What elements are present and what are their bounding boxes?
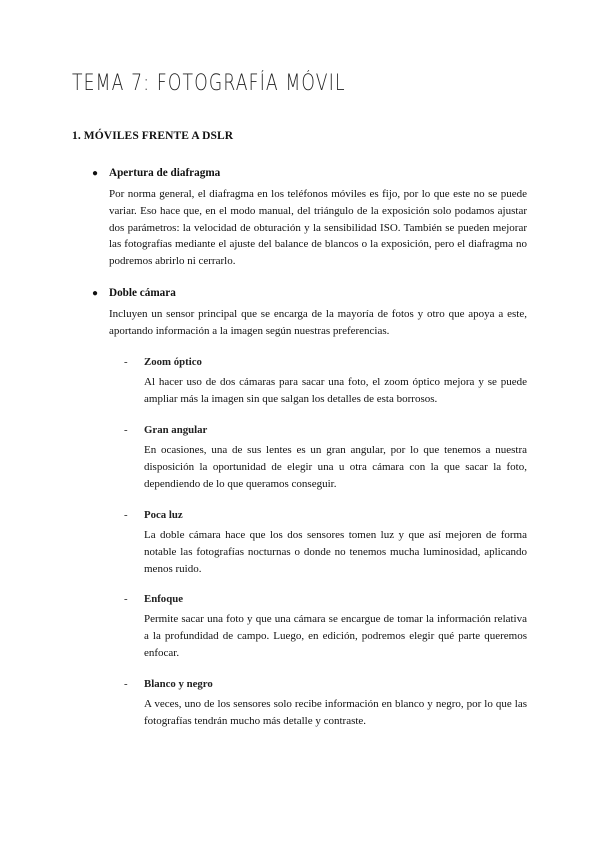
bullet-marker: ●: [92, 288, 99, 299]
subitem-paragraph-poca-luz: La doble cámara hace que los dos sensores tomen luz y que así mejoren de forma notable las fotografías nocturnas o donde no tenemos mucha luminosidad, aplicando menos ruido.: [144, 529, 527, 575]
subitem-heading-label: Gran angular: [144, 424, 208, 436]
section-heading: 1. MÓVILES FRENTE A DSLR: [72, 130, 234, 142]
dash-marker: -: [124, 509, 128, 521]
subitem-paragraph-zoom-optico: Al hacer uso de dos cámaras para sacar una foto, el zoom óptico mejora y se puede ampliar más la imagen sin que salgan los detalles de esta borrosos.: [144, 376, 527, 405]
bullet-paragraph-apertura: Por norma general, el diafragma en los teléfonos móviles es fijo, por lo que este no se puede variar. Eso hace que, en el modo manual, del triángulo de la exposición solo podamos ajustar dos parámetros: la velocidad de obturación y la sensibilidad ISO. También se pueden mejorar las fotografías mediante el ajuste del balance de blancos o la exposición, pero el diafragma no podremos abrirlo ni cerrarlo.: [109, 188, 527, 268]
subitem-heading-label: Blanco y negro: [144, 678, 213, 690]
subitem-heading-zoom-optico: [124, 354, 202, 371]
subitem-paragraph-blanco-y-negro: A veces, uno de los sensores solo recibe información en blanco y negro, por lo que las fotografías tendrán mucho más detalle y contraste.: [144, 698, 527, 727]
subitem-heading-label: Poca luz: [144, 509, 183, 521]
subitem-paragraph-gran-angular: En ocasiones, una de sus lentes es un gran angular, por lo que tenemos a nuestra disposición la oportunidad de elegir una u otra cámara con la que sacar la foto, dependiendo de lo que queramos conseguir.: [144, 444, 527, 490]
subitem-heading-enfoque: [124, 591, 183, 608]
subitem-heading-label: Enfoque: [144, 593, 184, 605]
page-title: TEMA 7: FOTOGRAFÍA MÓVIL: [72, 71, 346, 96]
bullet-paragraph-doble-camara: Incluyen un sensor principal que se encarga de la mayoría de fotos y otro que apoya a este, aportando información a la imagen según nuestras preferencias.: [109, 308, 527, 337]
dash-marker: -: [124, 424, 128, 436]
dash-marker: -: [124, 356, 128, 368]
bullet-heading-label: Apertura de diafragma: [109, 167, 221, 179]
bullet-marker: ●: [92, 168, 99, 179]
bullet-heading-apertura: [92, 165, 220, 183]
subitem-heading-blanco-y-negro: [124, 676, 213, 693]
subitem-heading-gran-angular: [124, 422, 207, 439]
subitem-heading-label: Zoom óptico: [144, 356, 202, 368]
dash-marker: -: [124, 678, 128, 690]
bullet-heading-doble-camara: [92, 285, 176, 303]
subitem-heading-poca-luz: [124, 507, 183, 524]
bullet-heading-label: Doble cámara: [109, 287, 176, 299]
subitem-paragraph-enfoque: Permite sacar una foto y que una cámara se encargue de tomar la información relativa a la profundidad de campo. Luego, en edición, podremos elegir qué parte queremos enfocar.: [144, 613, 527, 659]
dash-marker: -: [124, 593, 128, 605]
